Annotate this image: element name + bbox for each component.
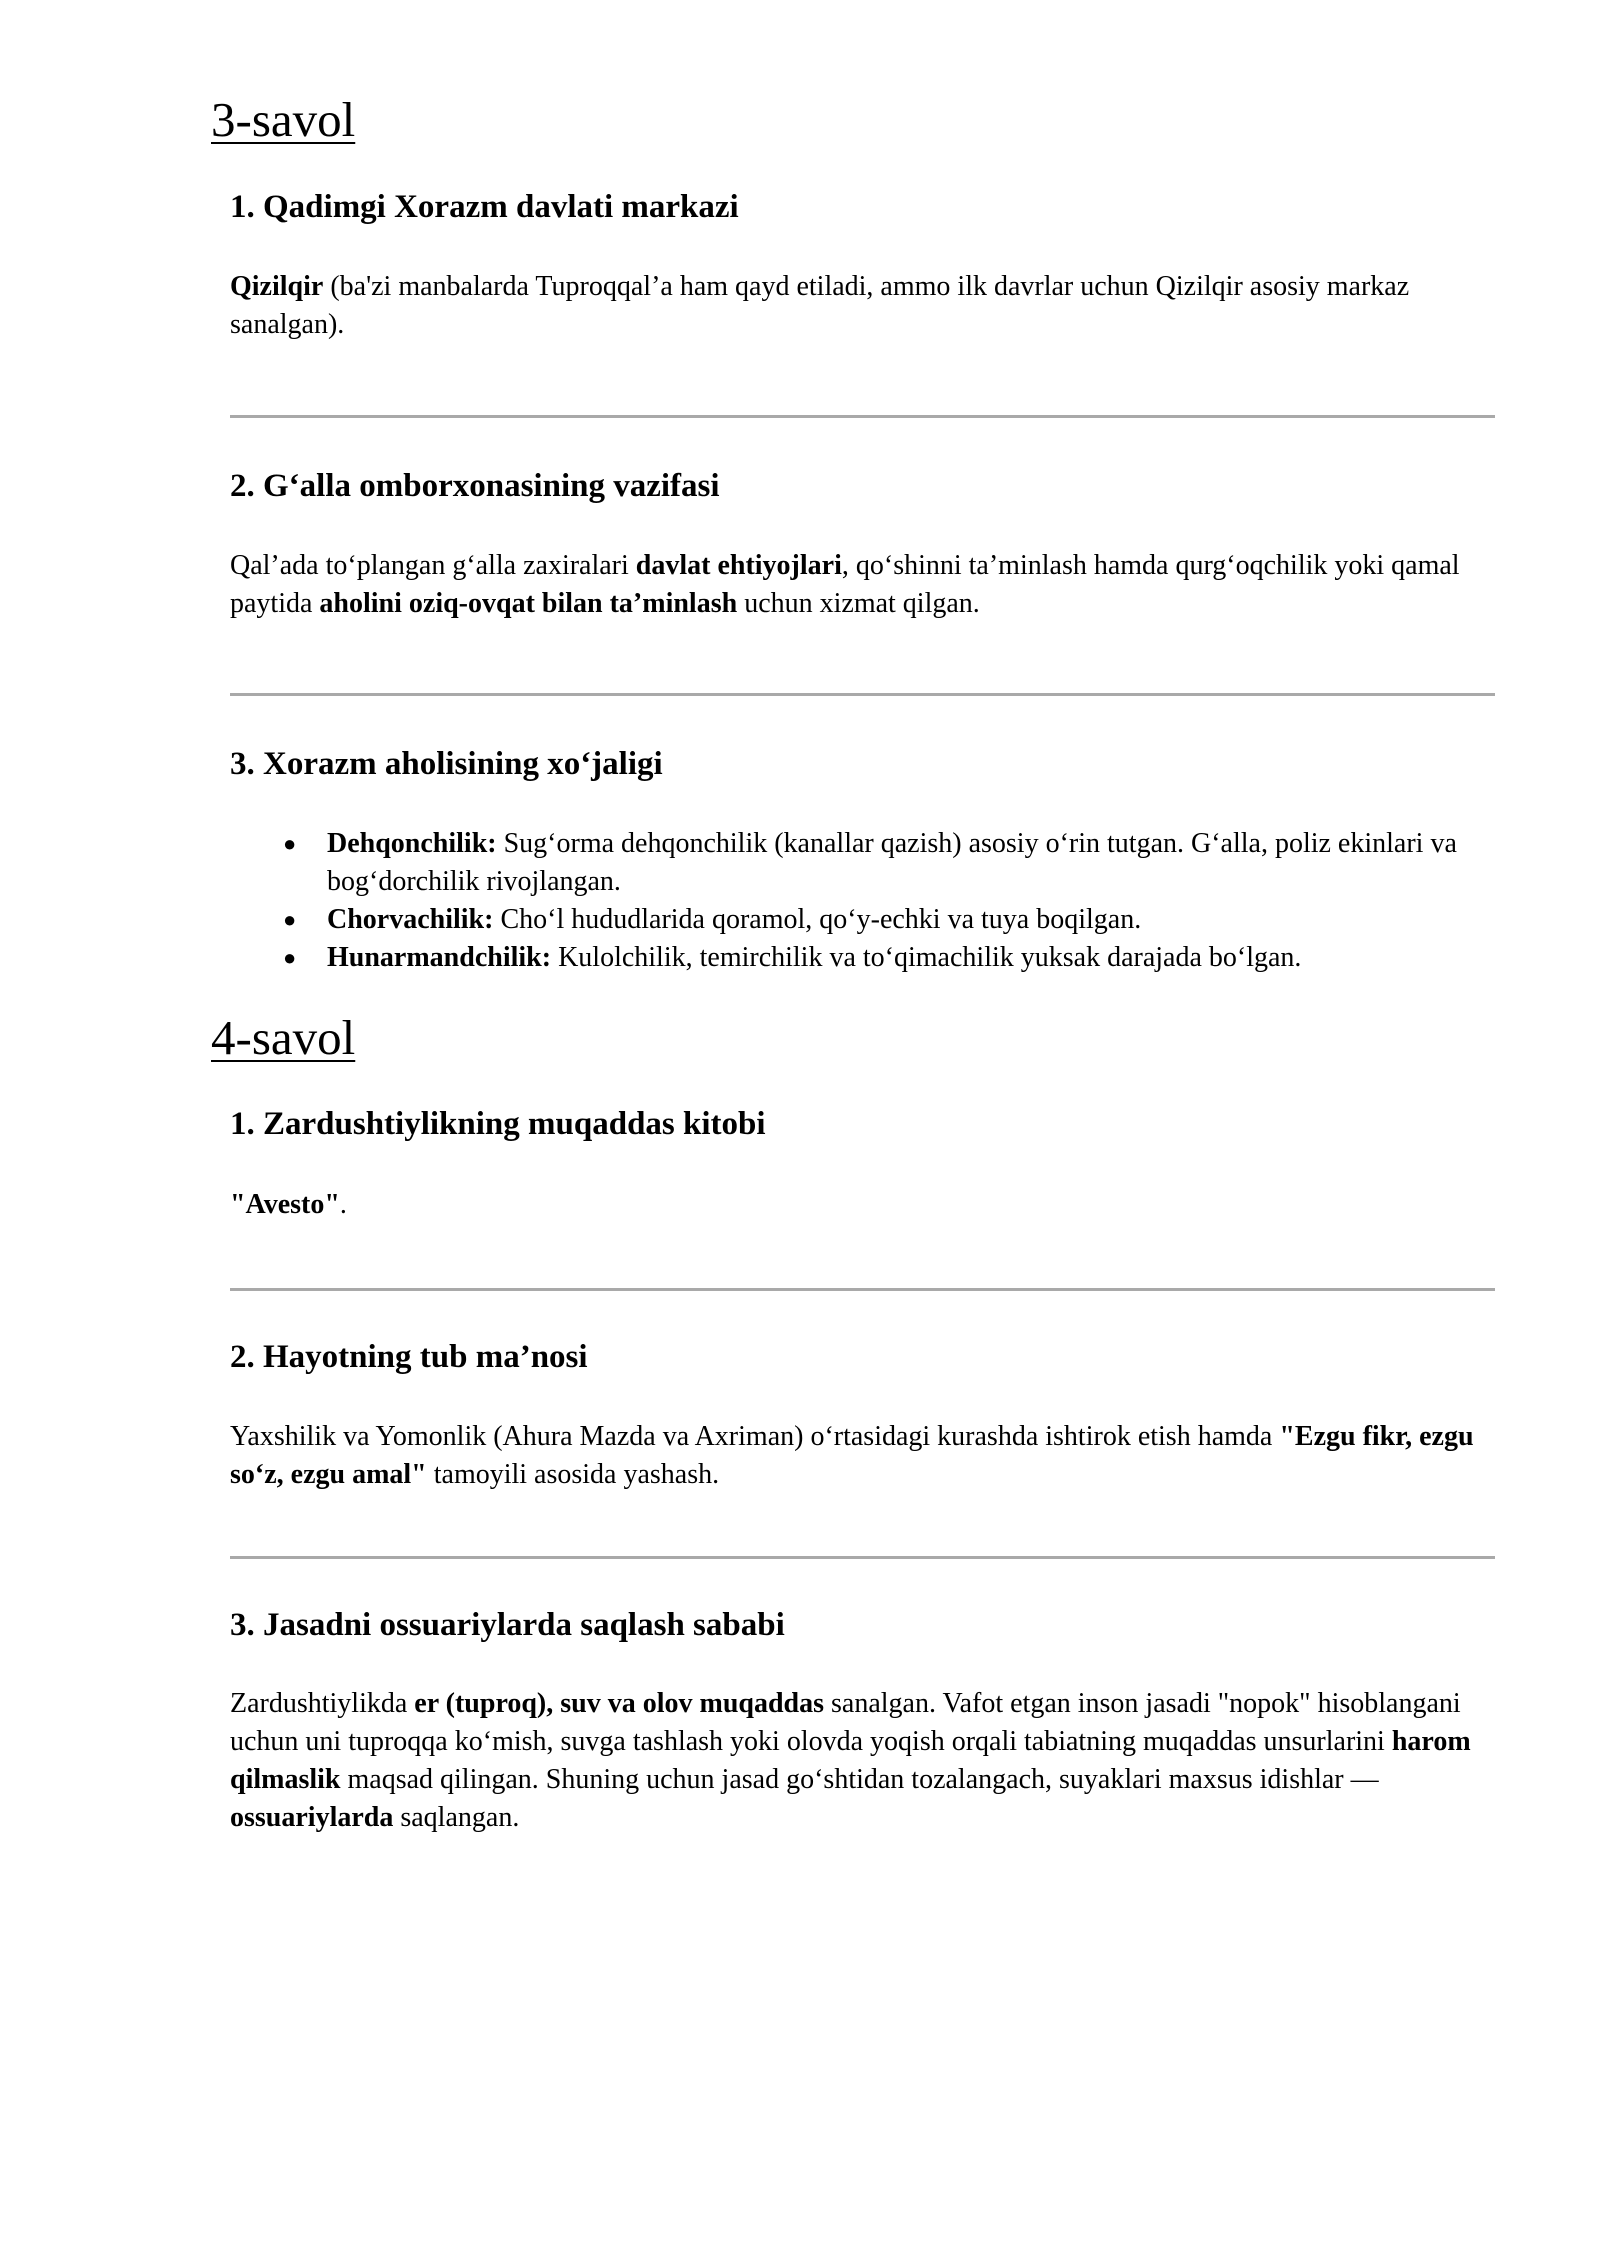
list-item bbox=[230, 825, 1505, 901]
answer-paragraph bbox=[230, 1186, 1505, 1224]
answer-text: maqsad qilingan. Shuning uchun jasad go‘shtidan tozalangach, suyaklari maxsus idishlar — bbox=[340, 1764, 1379, 1795]
bullet-icon: ● bbox=[283, 831, 297, 856]
bullet-icon: ● bbox=[283, 945, 297, 970]
answer-paragraph bbox=[230, 547, 1505, 623]
question-heading: 2. G‘alla omborxonasining vazifasi bbox=[230, 468, 720, 504]
horizontal-divider bbox=[230, 1288, 1495, 1291]
answer-text: . bbox=[339, 1189, 347, 1220]
answer-bold: er (tuproq), suv va olov muqaddas bbox=[414, 1688, 825, 1719]
answer-paragraph bbox=[230, 1418, 1505, 1494]
answer-text: (ba'zi manbalarda Tuproqqal’a ham qayd etiladi, ammo ilk davrlar uchun Qizilqir asosiy markaz sanalgan). bbox=[230, 271, 1410, 340]
item-text: Sug‘orma dehqonchilik (kanallar qazish) asosiy o‘rin tutgan. G‘alla, poliz ekinlari va bog‘dorchilik rivojlangan. bbox=[327, 828, 1457, 897]
answer-bold: aholini oziq-ovqat bilan ta’minlash bbox=[319, 588, 738, 619]
section-title: 3-savol bbox=[211, 92, 356, 147]
item-text: Kulolchilik, temirchilik va to‘qimachilik yuksak darajada bo‘lgan. bbox=[551, 942, 1302, 973]
bullet-icon: ● bbox=[283, 907, 297, 932]
horizontal-divider bbox=[230, 415, 1495, 418]
answer-bold: ossuariylarda bbox=[230, 1802, 394, 1833]
question-heading: 3. Jasadni ossuariylarda saqlash sababi bbox=[230, 1607, 785, 1643]
question-heading: 1. Qadimgi Xorazm davlati markazi bbox=[230, 189, 739, 225]
question-heading: 1. Zardushtiylikning muqaddas kitobi bbox=[230, 1106, 766, 1142]
answer-bold: harom qilmaslik bbox=[230, 1726, 1471, 1795]
question-heading: 3. Xorazm aholisining xo‘jaligi bbox=[230, 746, 663, 782]
horizontal-divider bbox=[230, 693, 1495, 696]
answer-bold: davlat ehtiyojlari bbox=[635, 550, 842, 581]
answer-bold: "Avesto" bbox=[230, 1189, 340, 1220]
list-item bbox=[230, 901, 1505, 939]
item-label: Hunarmandchilik: bbox=[327, 942, 552, 973]
item-text: Cho‘l hududlarida qoramol, qo‘y-echki va tuya boqilgan. bbox=[493, 904, 1142, 935]
answer-text: saqlangan. bbox=[393, 1802, 520, 1833]
answer-text: sanalgan. Vafot etgan inson jasadi "nopok" hisoblangani uchun uni tuproqqa ko‘mish, suvga tashlash yoki olovda yoqish orqali tabiatning muqaddas unsurlarini bbox=[230, 1688, 1461, 1757]
item-label: Dehqonchilik: bbox=[327, 828, 497, 859]
answer-text: tamoyili asosida yashash. bbox=[426, 1459, 720, 1490]
answer-bold: "Ezgu fikr, ezgu so‘z, ezgu amal" bbox=[230, 1421, 1474, 1490]
answer-text: Yaxshilik va Yomonlik (Ahura Mazda va Axriman) o‘rtasidagi kurashda ishtirok etish hamda bbox=[230, 1421, 1280, 1452]
item-label: Chorvachilik: bbox=[327, 904, 494, 935]
answer-bold: Qizilqir bbox=[230, 271, 324, 302]
answer-text: , qo‘shinni ta’minlash hamda qurg‘oqchilik yoki qamal paytida bbox=[230, 550, 1460, 619]
horizontal-divider bbox=[230, 1556, 1495, 1559]
answer-text: Zardushtiylikda bbox=[230, 1688, 415, 1719]
answer-text: Qal’ada to‘plangan g‘alla zaxiralari bbox=[230, 550, 636, 581]
answer-text: uchun xizmat qilgan. bbox=[737, 588, 980, 619]
answer-paragraph bbox=[230, 268, 1505, 344]
section-title: 4-savol bbox=[211, 1010, 356, 1065]
bullet-list bbox=[230, 825, 1505, 977]
list-item bbox=[230, 939, 1505, 977]
answer-paragraph bbox=[230, 1685, 1505, 1837]
question-heading: 2. Hayotning tub ma’nosi bbox=[230, 1339, 588, 1375]
